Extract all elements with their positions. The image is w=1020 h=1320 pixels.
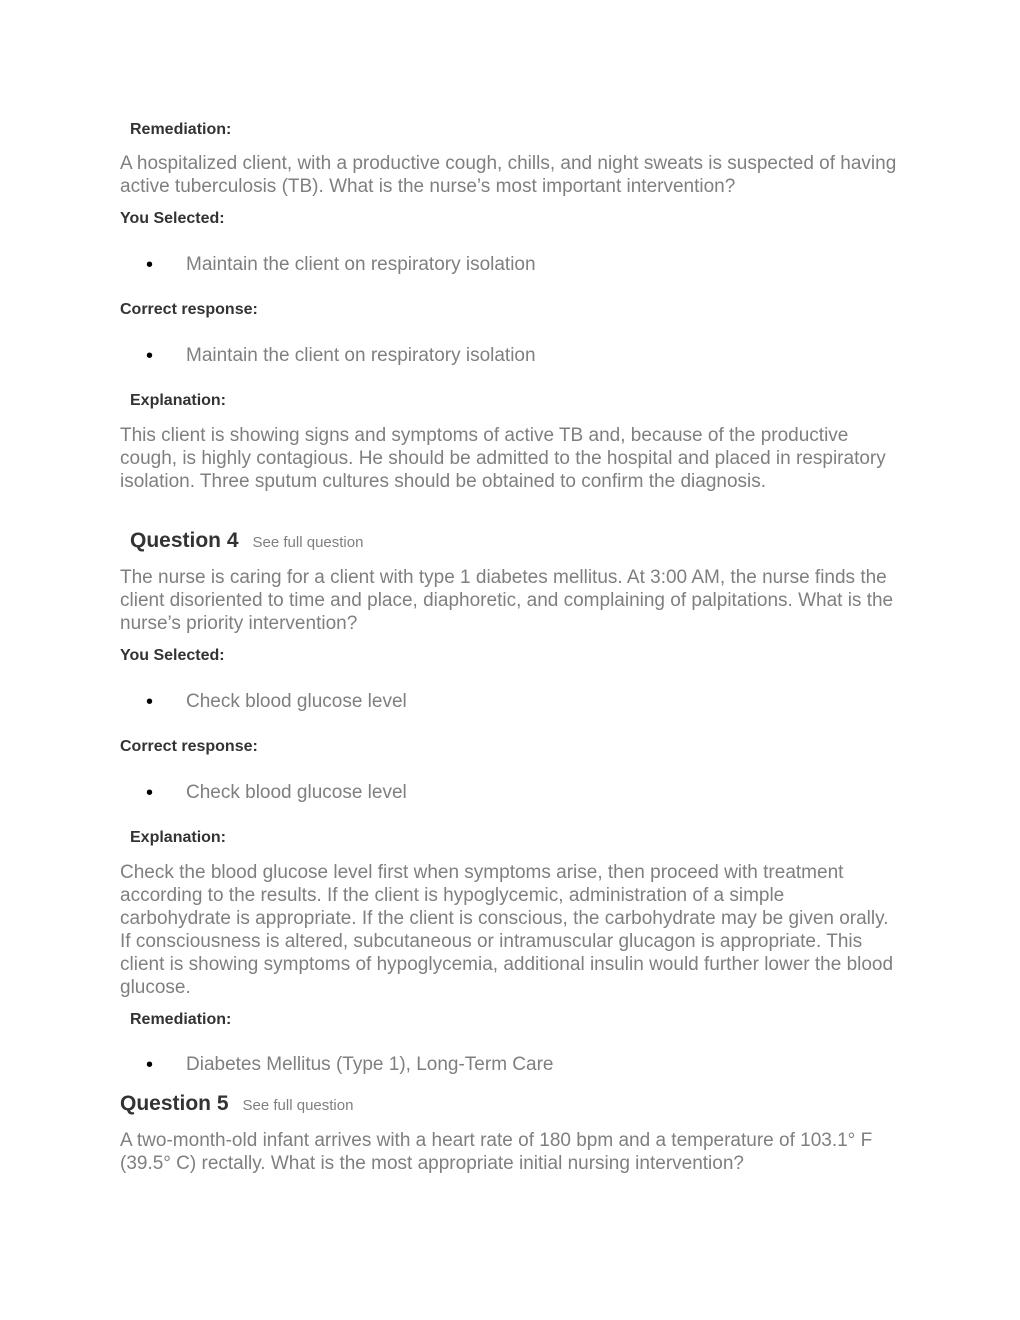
question-4-header [130,528,363,556]
bullet-icon: • [146,254,154,276]
question-5-text: A two-month-old infant arrives with a heart rate of 180 bpm and a temperature of 103.1° F (39.5° C) rectally. What is the most appropriate initial nursing intervention? [120,1130,873,1174]
question-5-header [120,1091,353,1119]
question-5-title: Question 5 [120,1092,229,1115]
question-4-text: The nurse is caring for a client with type 1 diabetes mellitus. At 3:00 AM, the nurse finds the client disoriented to time and place, diaphoretic, and complaining of palpitations. What is the nurse’s priority intervention? [120,567,894,634]
you-selected-label: You Selected: [120,647,225,664]
see-full-question-link[interactable]: See full question [252,534,364,551]
remediation-item-text[interactable]: Diabetes Mellitus (Type 1), Long-Term Care [186,1054,554,1075]
question-3-explanation: This client is showing signs and symptoms of active TB and, because of the productive cough, is highly contagious. He should be admitted to the hospital and placed in respiratory isolation. Three sputum cultures should be obtained to confirm the diagnosis. [120,425,886,492]
question-4-explanation: Check the blood glucose level first when symptoms arise, then proceed with treatment according to the results. If the client is hypoglycemic, administration of a simple carbohydrate is appropriate. If the client is conscious, the carbohydrate may be given orally. If consciousness is altered, subcutaneous or intramuscular glucagon is appropriate. This client is showing symptoms of hypoglycemia, additional insulin would further lower the blood glucose. [120,862,894,998]
bullet-icon: • [146,345,154,367]
correct-answer-text: Check blood glucose level [186,782,407,803]
remediation-label: Remediation: [130,121,232,138]
bullet-icon: • [146,1054,154,1076]
question-4-title: Question 4 [130,529,239,552]
correct-answer-text: Maintain the client on respiratory isolation [186,345,536,366]
see-full-question-link[interactable]: See full question [242,1097,354,1114]
explanation-label: Explanation: [130,829,227,846]
question-3-text: A hospitalized client, with a productive cough, chills, and night sweats is suspected of having active tuberculosis (TB). What is the nurse’s most important intervention? [120,153,897,197]
correct-response-label: Correct response: [120,301,258,318]
selected-answer-text: Check blood glucose level [186,691,407,712]
bullet-icon: • [146,691,154,713]
you-selected-label: You Selected: [120,210,225,227]
bullet-icon: • [146,782,154,804]
selected-answer-text: Maintain the client on respiratory isolation [186,254,536,275]
explanation-label: Explanation: [130,392,227,409]
correct-response-label: Correct response: [120,738,258,755]
remediation-label: Remediation: [130,1011,232,1028]
